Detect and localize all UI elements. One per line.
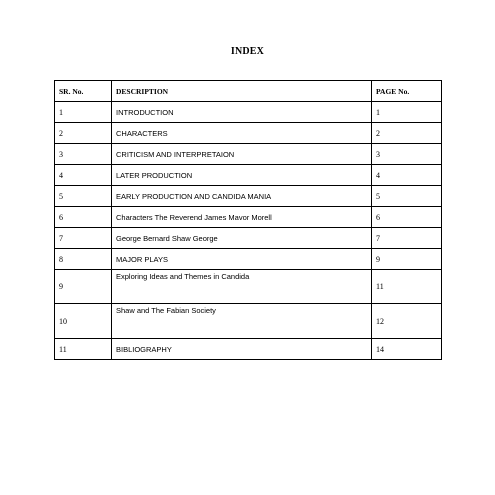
header-sr-no: SR. No.: [55, 81, 112, 102]
description-cell: MAJOR PLAYS: [112, 249, 372, 270]
page-number: 4: [372, 165, 442, 186]
description-cell: BIBLIOGRAPHY: [112, 339, 372, 360]
table-row: [55, 207, 442, 228]
description-cell: George Bernard Shaw George: [112, 228, 372, 249]
table-row: [55, 144, 442, 165]
sr-number: 6: [55, 207, 112, 228]
sr-number: 10: [55, 304, 112, 339]
page-number: 6: [372, 207, 442, 228]
table-row: [55, 102, 442, 123]
page-number: 11: [372, 270, 442, 304]
table-row: [55, 186, 442, 207]
page-number: 5: [372, 186, 442, 207]
index-table: [54, 80, 442, 360]
description-cell: Exploring Ideas and Themes in Candida: [112, 270, 372, 304]
description-cell: LATER PRODUCTION: [112, 165, 372, 186]
page-number: 12: [372, 304, 442, 339]
description-cell: CRITICISM AND INTERPRETAION: [112, 144, 372, 165]
table-header-row: [55, 81, 442, 102]
description-cell: Shaw and The Fabian Society: [112, 304, 372, 339]
table-row: [55, 123, 442, 144]
sr-number: 2: [55, 123, 112, 144]
table-row: [55, 339, 442, 360]
sr-number: 4: [55, 165, 112, 186]
description-cell: EARLY PRODUCTION AND CANDIDA MANIA: [112, 186, 372, 207]
sr-number: 7: [55, 228, 112, 249]
page-title: INDEX: [230, 46, 265, 57]
description-cell: CHARACTERS: [112, 123, 372, 144]
table-row: [55, 249, 442, 270]
sr-number: 5: [55, 186, 112, 207]
table-row: [55, 228, 442, 249]
description-cell: INTRODUCTION: [112, 102, 372, 123]
page-number: 9: [372, 249, 442, 270]
header-page-no: PAGE No.: [372, 81, 442, 102]
sr-number: 11: [55, 339, 112, 360]
sr-number: 1: [55, 102, 112, 123]
description-cell: Characters The Reverend James Mavor Morell: [112, 207, 372, 228]
table-row: [55, 270, 442, 304]
sr-number: 3: [55, 144, 112, 165]
sr-number: 8: [55, 249, 112, 270]
table-row: [55, 165, 442, 186]
header-description: DESCRIPTION: [112, 81, 372, 102]
page-number: 7: [372, 228, 442, 249]
page-number: 14: [372, 339, 442, 360]
table-row: [55, 304, 442, 339]
page-number: 2: [372, 123, 442, 144]
page-number: 1: [372, 102, 442, 123]
page-number: 3: [372, 144, 442, 165]
sr-number: 9: [55, 270, 112, 304]
